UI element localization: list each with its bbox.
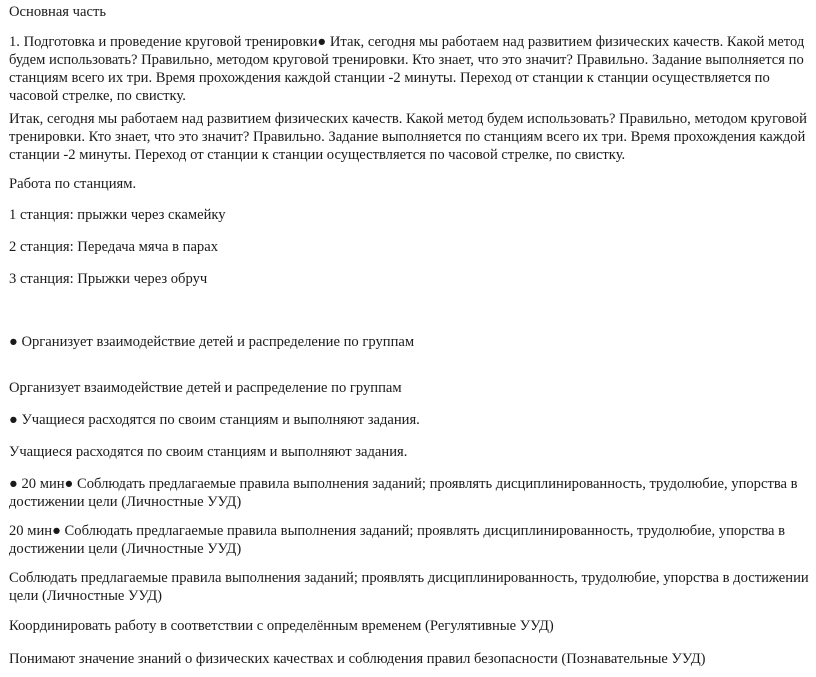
paragraph-preparation: 1. Подготовка и проведение круговой тренировки● Итак, сегодня мы работаем над развитием физических качеств. Какой метод будем использовать? Правильно, методом круговой тренировки. Кто знает, что это значит? Правильно. Задание выполняется по станциям всего их три. Время прохождения каждой станции -2 минуты. Переход от станции к станции осуществляется по часовой стрелке, по свистку.	[9, 34, 805, 104]
coordinate-text: Координировать работу в соответствии с определённым временем (Регулятивные УУД)	[9, 618, 554, 634]
bullet-20-min: ● 20 мин● Соблюдать предлагаемые правила выполнения заданий; проявлять дисциплинированность, трудолюбие, упорства в достижении цели (Личностные УУД)	[9, 476, 798, 510]
station-3: 3 станция: Прыжки через обруч	[9, 271, 208, 287]
station-1: 1 станция: прыжки через скамейку	[9, 207, 226, 223]
paragraph-method: Итак, сегодня мы работаем над развитием физических качеств. Какой метод будем использовать? Правильно, методом круговой тренировки. Кто знает, что это значит? Правильно. Задание выполняется по станциям всего их три. Время прохождения каждой станции -2 минуты. Переход от станции к станции осуществляется по часовой стрелке, по свистку.	[9, 111, 807, 163]
rules-text: Соблюдать предлагаемые правила выполнения заданий; проявлять дисциплинированность, трудолюбие, упорства в достижении цели (Личностные УУД)	[9, 570, 809, 604]
section-heading: Основная часть	[9, 4, 106, 20]
station-2: 2 станция: Передача мяча в парах	[9, 239, 218, 255]
bullet-students: ● Учащиеся расходятся по своим станциям и выполняют задания.	[9, 412, 420, 428]
bullet-organize: ● Организует взаимодействие детей и распределение по группам	[9, 334, 415, 350]
twenty-min-text: 20 мин● Соблюдать предлагаемые правила выполнения заданий; проявлять дисциплинированность, трудолюбие, упорства в достижении цели (Личностные УУД)	[9, 523, 786, 557]
students-text: Учащиеся расходятся по своим станциям и выполняют задания.	[9, 444, 408, 460]
stations-title: Работа по станциям.	[9, 176, 137, 192]
understand-text: Понимают значение знаний о физических качествах и соблюдения правил безопасности (Познавательные УУД)	[9, 651, 706, 667]
organize-text: Организует взаимодействие детей и распределение по группам	[9, 380, 402, 396]
